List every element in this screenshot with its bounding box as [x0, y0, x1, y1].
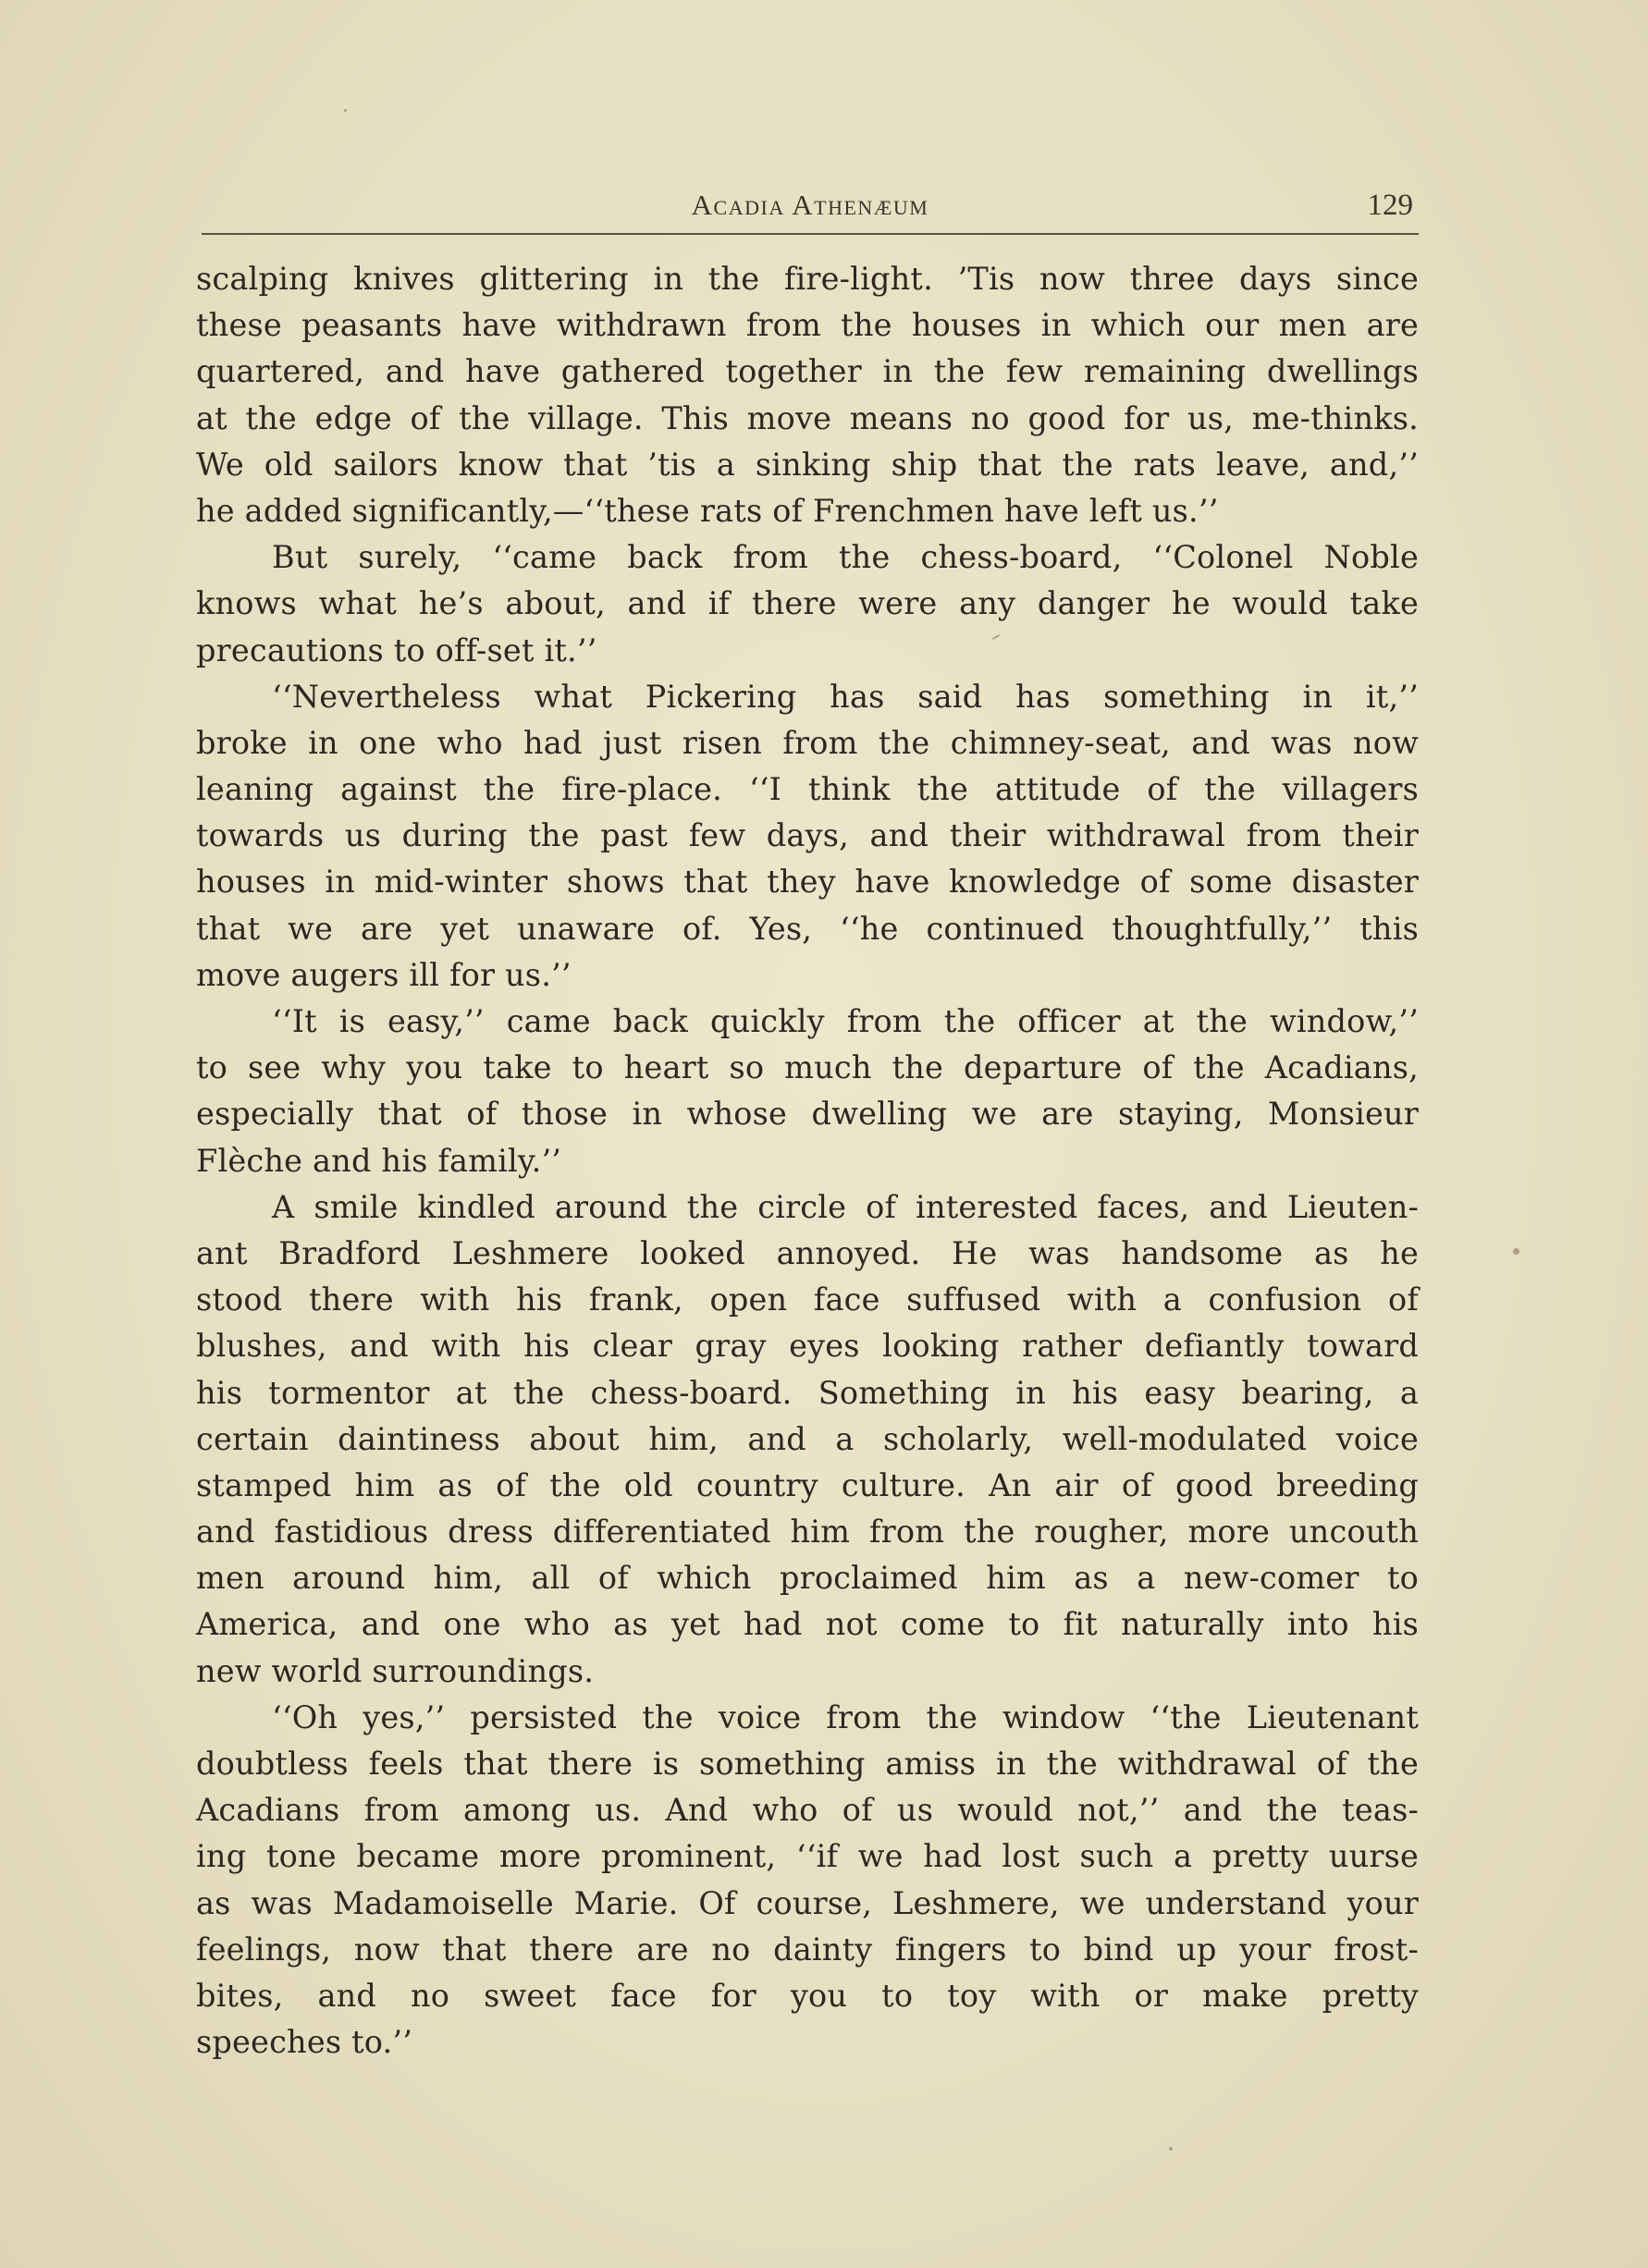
text-line: doubtless feels that there is something amiss in the withdrawal of the	[196, 1746, 1419, 1782]
text-line: precautions to off-set it.’’	[196, 631, 597, 668]
text-line: ant Bradford Leshmere looked annoyed. He was handsome as he	[196, 1234, 1419, 1271]
text-line: certain daintiness about him, and a scholarly, well-modulated voice	[196, 1420, 1419, 1457]
text-line: leaning against the fire-place. ‘‘I think the attitude of the villagers	[196, 771, 1419, 808]
text-line: men around him, all of which proclaimed him as a new-comer to	[196, 1560, 1419, 1597]
text-line: stood there with his frank, open face suffused with a confusion of	[196, 1281, 1419, 1318]
text-line: feelings, now that there are no dainty fingers to bind up your frost-	[196, 1931, 1419, 1968]
text-line: his tormentor at the chess-board. Something in his easy bearing, a	[196, 1374, 1419, 1411]
text-line: ‘‘Oh yes,’’ persisted the voice from the window ‘‘the Lieutenant	[272, 1698, 1419, 1735]
text-line: these peasants have withdrawn from the houses in which our men are	[196, 307, 1419, 344]
text-line: houses in mid-winter shows that they have knowledge of some disaster	[196, 864, 1419, 901]
text-line: as was Madamoiselle Marie. Of course, Leshmere, we understand your	[196, 1884, 1419, 1921]
text-line: Flèche and his family.’’	[196, 1142, 562, 1179]
text-line: blushes, and with his clear gray eyes looking rather defiantly toward	[196, 1328, 1419, 1365]
page-number: 129	[1367, 189, 1413, 222]
text-line: bites, and no sweet face for you to toy with or make pretty	[196, 1977, 1419, 2014]
text-line: scalping knives glittering in the fire-light. ’Tis now three days since	[196, 261, 1419, 297]
text-line: move augers ill for us.’’	[196, 956, 572, 993]
text-line: ‘‘It is easy,’’ came back quickly from the officer at the window,’’	[272, 1003, 1419, 1039]
text-line: But surely, ‘‘came back from the chess-board, ‘‘Colonel Noble	[272, 539, 1419, 576]
text-line: to see why you take to heart so much the departure of the Acadians,	[196, 1049, 1419, 1086]
text-line: stamped him as of the old country culture. An air of good breeding	[196, 1466, 1419, 1503]
text-line: A smile kindled around the circle of interested faces, and Lieuten-	[272, 1188, 1419, 1225]
body-text	[196, 256, 1419, 2066]
text-line: he added significantly,—‘‘these rats of Frenchmen have left us.’’	[196, 492, 1219, 529]
text-line: ing tone became more prominent, ‘‘if we had lost such a pretty uurse	[196, 1838, 1419, 1875]
running-head: Acadia Athenæum	[691, 189, 929, 221]
text-line: towards us during the past few days, and their withdrawal from their	[196, 817, 1419, 854]
text-line: Acadians from among us. And who of us would not,’’ and the teas-	[196, 1792, 1419, 1829]
text-line: ‘‘Nevertheless what Pickering has said has something in it,’’	[272, 678, 1419, 715]
text-line: quartered, and have gathered together in the few remaining dwellings	[196, 353, 1419, 390]
header-rule	[202, 233, 1419, 235]
page-header	[202, 185, 1419, 227]
text-line: broke in one who had just risen from the chimney-seat, and was now	[196, 724, 1419, 761]
text-line: new world surroundings.	[196, 1652, 595, 1689]
text-line: knows what he’s about, and if there were any danger he would take	[196, 585, 1419, 622]
text-line: and fastidious dress differentiated him from the rougher, more uncouth	[196, 1514, 1419, 1551]
text-line: We old sailors know that ’tis a sinking ship that the rats leave, and,’’	[196, 446, 1419, 483]
text-line: America, and one who as yet had not come to fit naturally into his	[196, 1606, 1419, 1643]
text-line: at the edge of the village. This move means no good for us, me-thinks.	[196, 399, 1419, 436]
text-line: that we are yet unaware of. Yes, ‘‘he continued thoughtfully,’’ this	[196, 910, 1419, 947]
text-line: especially that of those in whose dwelling we are staying, Monsieur	[196, 1096, 1419, 1133]
text-line: speeches to.’’	[196, 2024, 413, 2061]
